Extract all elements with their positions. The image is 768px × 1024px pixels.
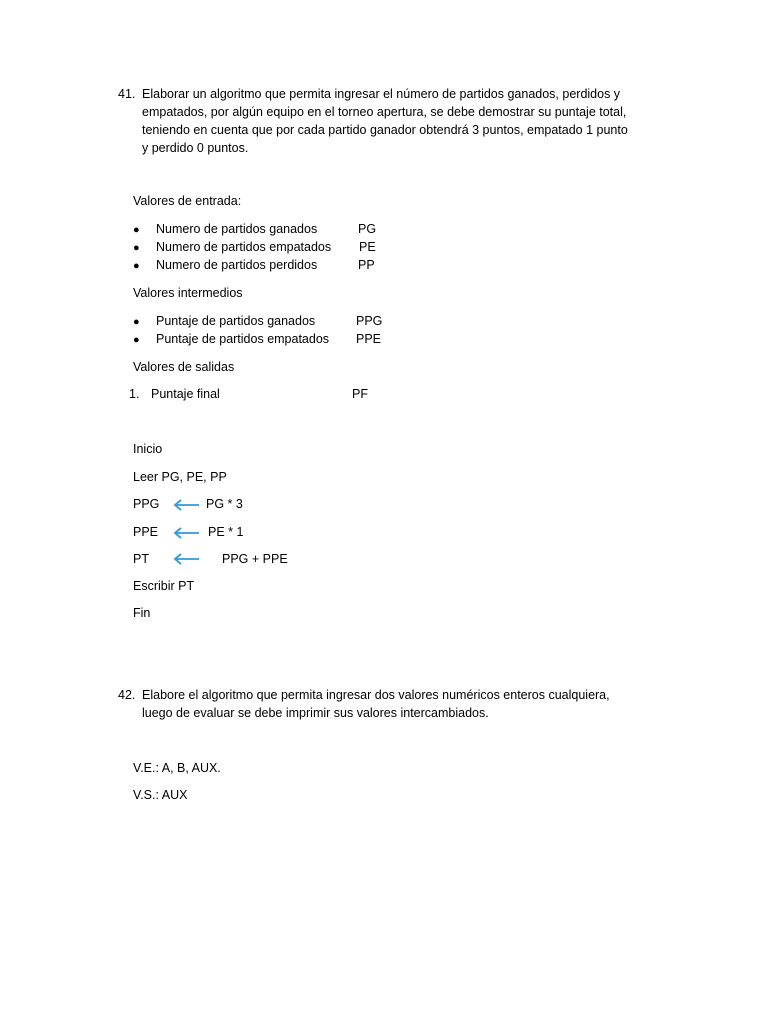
entrada-item-code: PE (359, 240, 376, 254)
bullet-icon: ● (133, 260, 140, 272)
assign-expr: PE * 1 (208, 525, 244, 539)
q42-number: 42. (118, 688, 136, 702)
intermedios-item-code: PPE (356, 332, 382, 346)
q41-text-line-4: y perdido 0 puntos. (142, 141, 249, 155)
salidas-item-number: 1. (129, 387, 140, 401)
bullet-icon: ● (133, 242, 140, 254)
assign-expr: PPG + PPE (222, 552, 288, 566)
q41-text-line-3: teniendo en cuenta que por cada partido ganador obtendrá 3 puntos, empatado 1 punto (142, 123, 628, 137)
intermedios-item-code: PPG (356, 314, 383, 328)
assign-expr: PG * 3 (206, 497, 243, 511)
entrada-item-label: Numero de partidos ganados (156, 222, 318, 236)
q42-text-line-1: Elabore el algoritmo que permita ingresar dos valores numéricos enteros cualquiera, (142, 688, 610, 702)
q41-text-line-2: empatados, por algún equipo en el torneo apertura, se debe demostrar su puntaje total, (142, 105, 627, 119)
left-arrow-icon (172, 526, 200, 540)
q41-number: 41. (118, 87, 136, 101)
assign-var: PPG (133, 497, 160, 511)
assign-var: PPE (133, 525, 159, 539)
entrada-item-code: PP (358, 258, 375, 272)
bullet-icon: ● (133, 224, 140, 236)
bullet-icon: ● (133, 316, 140, 328)
algo-escribir: Escribir PT (133, 579, 195, 593)
q42-text-line-2: luego de evaluar se debe imprimir sus valores intercambiados. (142, 706, 489, 720)
intermedios-item-label: Puntaje de partidos empatados (156, 332, 330, 346)
entrada-item-label: Numero de partidos empatados (156, 240, 332, 254)
algo-fin: Fin (133, 606, 151, 620)
algo-leer: Leer PG, PE, PP (133, 470, 227, 484)
bullet-icon: ● (133, 334, 140, 346)
assign-var: PT (133, 552, 149, 566)
left-arrow-icon (172, 552, 200, 566)
intermedios-item-label: Puntaje de partidos ganados (156, 314, 316, 328)
q41-text-line-1: Elaborar un algoritmo que permita ingresar el número de partidos ganados, perdidos y (142, 87, 621, 101)
entrada-heading: Valores de entrada: (133, 194, 242, 208)
q42-vs: V.S.: AUX (133, 788, 188, 802)
entrada-item-code: PG (358, 222, 377, 236)
salidas-item-code: PF (352, 387, 368, 401)
salidas-item-label: Puntaje final (151, 387, 220, 401)
algo-inicio: Inicio (133, 442, 163, 456)
salidas-heading: Valores de salidas (133, 360, 235, 374)
q42-ve: V.E.: A, B, AUX. (133, 761, 221, 775)
left-arrow-icon (172, 498, 200, 512)
entrada-item-label: Numero de partidos perdidos (156, 258, 318, 272)
intermedios-heading: Valores intermedios (133, 286, 243, 300)
